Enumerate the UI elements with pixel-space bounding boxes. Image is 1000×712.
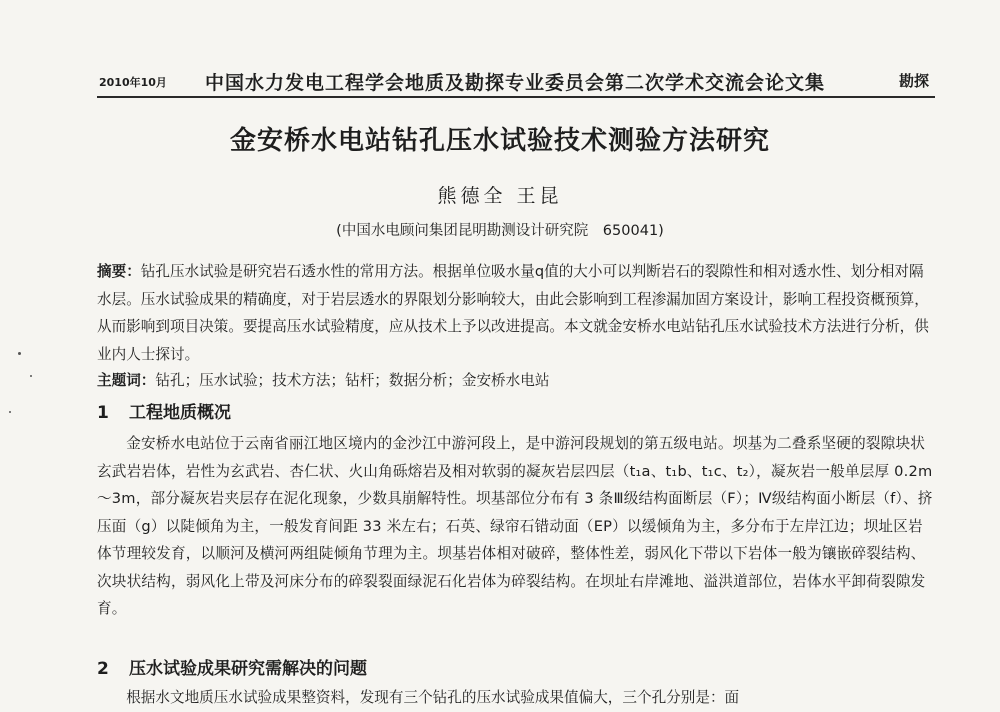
section-1-body: 金安桥水电站位于云南省丽江地区境内的金沙江中游河段上，是中游河段规划的第五级电站。坝基为二叠系坚硬的裂隙块状玄武岩岩体，岩性为玄武岩、杏仁状、火山角砾熔岩及相对软弱的凝灰岩层四层（t₁a、t₁b、t₁c、t₂），凝灰岩一般单层厚 0.2m～3m，部分凝灰岩夹层存在泥化现象，少数具崩解特性。坝基部位分布有 3 条Ⅲ级结构面断层（F）；Ⅳ级结构面小断层（f）、挤压面（g）以陡倾角为主，一般发育间距 33 米左右；石英、绿帘石错动面（EP）以缓倾角为主，多分布于左岸江边；坝址区岩体节理较发育，以顺河及横河两组陡倾角节理为主。坝基岩体相对破碎，整体性差，弱风化下带以下岩体一般为镶嵌碎裂结构、次块状结构，弱风化上带及河床分布的碎裂裂面绿泥石化岩体为碎裂结构。在坝址右岸滩地、溢洪道部位，岩体水平卸荷裂隙发育。 — [97, 435, 933, 617]
section-2-number: 2 — [97, 659, 109, 679]
keywords-text: 钻孔；压水试验；技术方法；钻杆；数据分析；金安桥水电站 — [155, 372, 550, 389]
section-2-body: 根据水文地质压水试验成果整资料，发现有三个钻孔的压水试验成果值偏大，三个孔分别是：面 — [126, 689, 740, 706]
paper-title: 金安桥水电站钻孔压水试验技术测验方法研究 — [229, 126, 770, 156]
paper-authors: 熊德全 王昆 — [437, 185, 563, 207]
scan-speck — [18, 352, 21, 355]
header-date: 2010年10月 — [99, 76, 167, 89]
keywords-label: 主题词： — [97, 372, 156, 389]
header-section-label: 勘探 — [898, 72, 929, 90]
section-1-title: 工程地质概况 — [129, 403, 231, 423]
abstract-text: 钻孔压水试验是研究岩石透水性的常用方法。根据单位吸水量q值的大小可以判断岩石的裂隙性和相对透水性、划分相对隔水层。压水试验成果的精确度，对于岩层透水的界限划分影响较大，由此会影响到工程渗漏加固方案设计，影响工程投资概预算，从而影响到项目决策。要提高压水试验精度，应从技术上予以改进提高。本文就金安桥水电站钻孔压水试验技术方法进行分析，供业内人士探讨。 — [97, 263, 929, 363]
scan-speck — [30, 375, 32, 377]
section-2-title: 压水试验成果研究需解决的问题 — [129, 659, 367, 679]
abstract — [97, 258, 932, 368]
running-header — [97, 62, 935, 98]
scan-speck — [9, 411, 11, 413]
section-1-number: 1 — [97, 403, 109, 423]
keywords — [97, 367, 932, 395]
section-2-heading — [97, 654, 367, 679]
abstract-label: 摘要： — [97, 263, 141, 280]
author-affiliation: (中国水电顾问集团昆明勘测设计研究院 650041) — [336, 223, 664, 239]
section-1-heading — [97, 398, 231, 423]
header-journal-title: 中国水力发电工程学会地质及勘探专业委员会第二次学术交流会论文集 — [205, 72, 826, 94]
